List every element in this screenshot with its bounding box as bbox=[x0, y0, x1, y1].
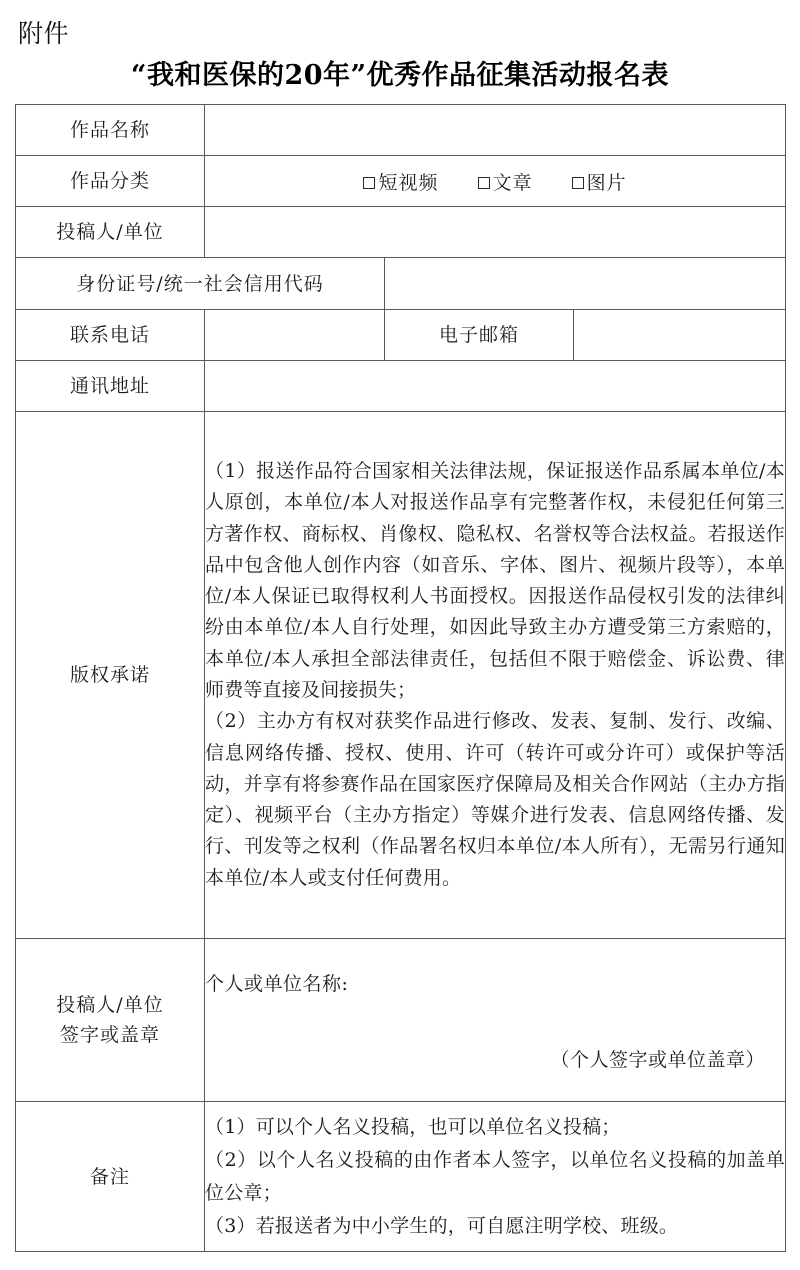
table-row-work-category bbox=[16, 156, 786, 207]
copyright-paragraph-1: （1）报送作品符合国家相关法律法规，保证报送作品系属本单位/本人原创，本单位/本人对报送作品享有完整著作权，未侵犯任何第三方著作权、商标权、肖像权、隐私权、名誉权等合法权益。若报送作品中包含他人创作内容（如音乐、字体、图片、视频片段等），本单位/本人保证已取得权利人书面授权。因报送作品侵权引发的法律纠纷由本单位/本人自行处理，如因此导致主办方遭受第三方索赔的，本单位/本人承担全部法律责任，包括但不限于赔偿金、诉讼费、律师费等直接及间接损失； bbox=[205, 459, 786, 701]
field-phone[interactable] bbox=[205, 310, 385, 361]
checkbox-icon[interactable] bbox=[572, 177, 584, 189]
remark-item-2: （2）以个人名义投稿的由作者本人签字，以单位名义投稿的加盖单位公章； bbox=[205, 1148, 786, 1204]
field-id-number[interactable] bbox=[385, 258, 786, 310]
checkbox-label-picture: 图片 bbox=[586, 171, 627, 194]
label-signature-line-1: 投稿人/单位 bbox=[56, 994, 164, 1016]
table-row-submitter bbox=[16, 207, 786, 258]
field-signature[interactable] bbox=[205, 939, 786, 1102]
page-title: “我和医保的20年”优秀作品征集活动报名表 bbox=[130, 60, 670, 91]
remark-item-3: （3）若报送者为中小学生的，可自愿注明学校、班级。 bbox=[205, 1214, 679, 1237]
copyright-paragraph-2: （2）主办方有权对获奖作品进行修改、发表、复制、发行、改编、信息网络传播、授权、使用、许可（转许可或分许可）或保护等活动，并享有将参赛作品在国家医疗保障局及相关合作网站（主办方指定）、视频平台（主办方指定）等媒介进行发表、信息网络传播、发行、刊发等之权利（作品署名权归本单位/本人所有），无需另行通知本单位/本人或支付任何费用。 bbox=[205, 710, 786, 889]
signature-name-prompt: 个人或单位名称: bbox=[205, 972, 349, 995]
field-email[interactable] bbox=[574, 310, 786, 361]
checkbox-label-short-video: 短视频 bbox=[378, 171, 439, 194]
label-signature-line-2: 签字或盖章 bbox=[59, 1024, 160, 1046]
checkbox-option-article[interactable] bbox=[478, 168, 533, 195]
checkbox-icon[interactable] bbox=[478, 177, 490, 189]
label-signature bbox=[16, 939, 205, 1102]
table-row-remarks bbox=[16, 1102, 786, 1252]
label-work-category: 作品分类 bbox=[16, 156, 205, 207]
checkbox-label-article: 文章 bbox=[492, 171, 533, 194]
attachment-label: 附件 bbox=[18, 19, 70, 48]
table-row-address bbox=[16, 361, 786, 412]
table-row-id-number bbox=[16, 258, 786, 310]
field-work-title[interactable] bbox=[205, 105, 786, 156]
checkbox-option-short-video[interactable] bbox=[363, 168, 438, 195]
label-copyright: 版权承诺 bbox=[16, 412, 205, 939]
table-row-work-title bbox=[16, 105, 786, 156]
label-submitter: 投稿人/单位 bbox=[16, 207, 205, 258]
label-email: 电子邮箱 bbox=[385, 310, 574, 361]
registration-form-table bbox=[15, 104, 786, 1252]
label-work-title: 作品名称 bbox=[16, 105, 205, 156]
field-copyright-text bbox=[205, 412, 786, 939]
field-work-category bbox=[205, 156, 786, 207]
table-row-contact bbox=[16, 310, 786, 361]
field-submitter[interactable] bbox=[205, 207, 786, 258]
label-id-number: 身份证号/统一社会信用代码 bbox=[16, 258, 385, 310]
remark-item-1: （1）可以个人名义投稿，也可以单位名义投稿； bbox=[205, 1115, 621, 1138]
checkbox-icon[interactable] bbox=[363, 177, 375, 189]
field-address[interactable] bbox=[205, 361, 786, 412]
category-options bbox=[347, 168, 642, 195]
label-phone: 联系电话 bbox=[16, 310, 205, 361]
field-remarks bbox=[205, 1102, 786, 1252]
table-row-signature bbox=[16, 939, 786, 1102]
table-row-copyright bbox=[16, 412, 786, 939]
label-remarks: 备注 bbox=[16, 1102, 205, 1252]
signature-stamp-note: （个人签字或单位盖章） bbox=[550, 1048, 766, 1071]
label-address: 通讯地址 bbox=[16, 361, 205, 412]
checkbox-option-picture[interactable] bbox=[572, 168, 627, 195]
